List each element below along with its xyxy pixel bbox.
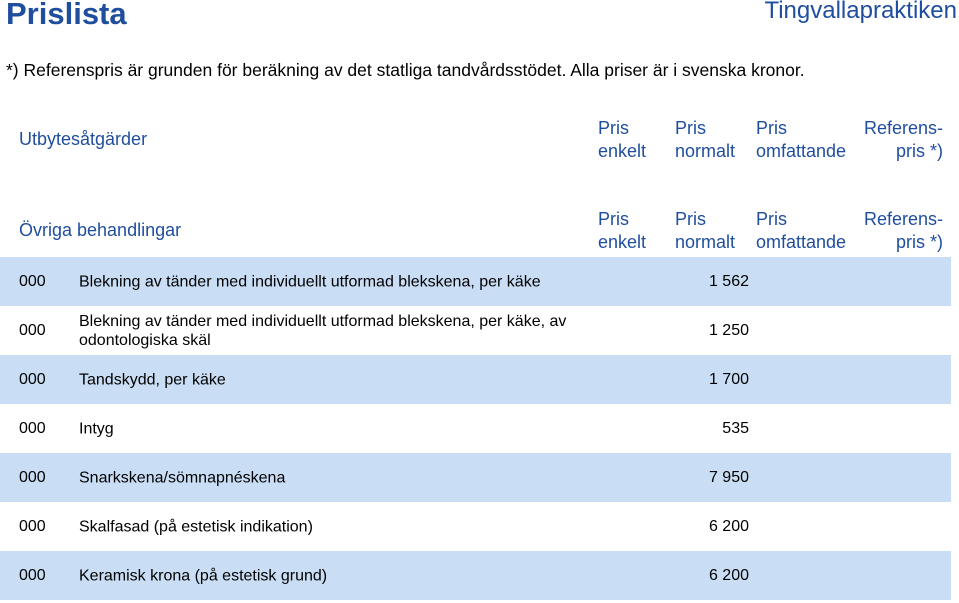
price-enkelt: 535 bbox=[722, 419, 749, 437]
price-enkelt: 1 562 bbox=[708, 272, 749, 290]
price-enkelt: 6 200 bbox=[708, 517, 749, 535]
column-header-referenspris: Referens- pris *) bbox=[863, 118, 943, 161]
reference-price-note: *) Referenspris är grunden för beräkning av det statliga tandvårdsstödet. Alla priser är i svenska kronor. bbox=[6, 60, 805, 80]
treatment-description: Intyg bbox=[79, 420, 114, 437]
column-header-pris-omfattande: Pris omfattande bbox=[756, 118, 847, 161]
price-enkelt: 1 250 bbox=[708, 321, 749, 339]
treatment-description: Snarkskena/sömnapnéskena bbox=[79, 469, 286, 486]
page-title: Prislista bbox=[6, 0, 127, 31]
treatment-code: 000 bbox=[19, 517, 46, 535]
section-title: Övriga behandlingar bbox=[19, 220, 182, 240]
section-header-utbytesatgarder bbox=[0, 117, 959, 173]
treatment-code: 000 bbox=[19, 468, 46, 486]
table-row bbox=[0, 306, 951, 355]
column-header-pris-enkelt: Pris enkelt bbox=[598, 209, 647, 252]
section-header-ovriga-behandlingar bbox=[0, 208, 959, 264]
table-row bbox=[0, 551, 951, 600]
column-header-pris-normalt: Pris normalt bbox=[675, 118, 736, 161]
price-enkelt: 7 950 bbox=[708, 468, 749, 486]
price-enkelt: 1 700 bbox=[708, 370, 749, 388]
column-header-pris-normalt: Pris normalt bbox=[675, 209, 736, 252]
treatment-description: Blekning av tänder med individuellt utformad blekskena, per käke, av odontologiska skäl bbox=[79, 312, 567, 349]
section-title: Utbytesåtgärder bbox=[19, 129, 148, 149]
column-header-referenspris: Referens- pris *) bbox=[863, 209, 943, 252]
table-row bbox=[0, 502, 951, 551]
treatment-code: 000 bbox=[19, 419, 46, 437]
table-row bbox=[0, 355, 951, 404]
treatment-code: 000 bbox=[19, 272, 46, 290]
clinic-name: Tingvallapraktiken bbox=[764, 0, 957, 24]
treatment-code: 000 bbox=[19, 370, 46, 388]
table-row bbox=[0, 404, 951, 453]
price-enkelt: 6 200 bbox=[708, 566, 749, 584]
table-row bbox=[0, 257, 951, 306]
treatment-code: 000 bbox=[19, 321, 46, 339]
treatment-description: Blekning av tänder med individuellt utformad blekskena, per käke bbox=[79, 273, 541, 290]
treatment-description: Keramisk krona (på estetisk grund) bbox=[79, 567, 328, 584]
treatment-description: Skalfasad (på estetisk indikation) bbox=[79, 518, 313, 535]
column-header-pris-omfattande: Pris omfattande bbox=[756, 209, 847, 252]
table-row bbox=[0, 453, 951, 502]
column-header-pris-enkelt: Pris enkelt bbox=[598, 118, 647, 161]
treatment-code: 000 bbox=[19, 566, 46, 584]
treatment-table bbox=[0, 257, 951, 600]
treatment-description: Tandskydd, per käke bbox=[79, 371, 226, 388]
